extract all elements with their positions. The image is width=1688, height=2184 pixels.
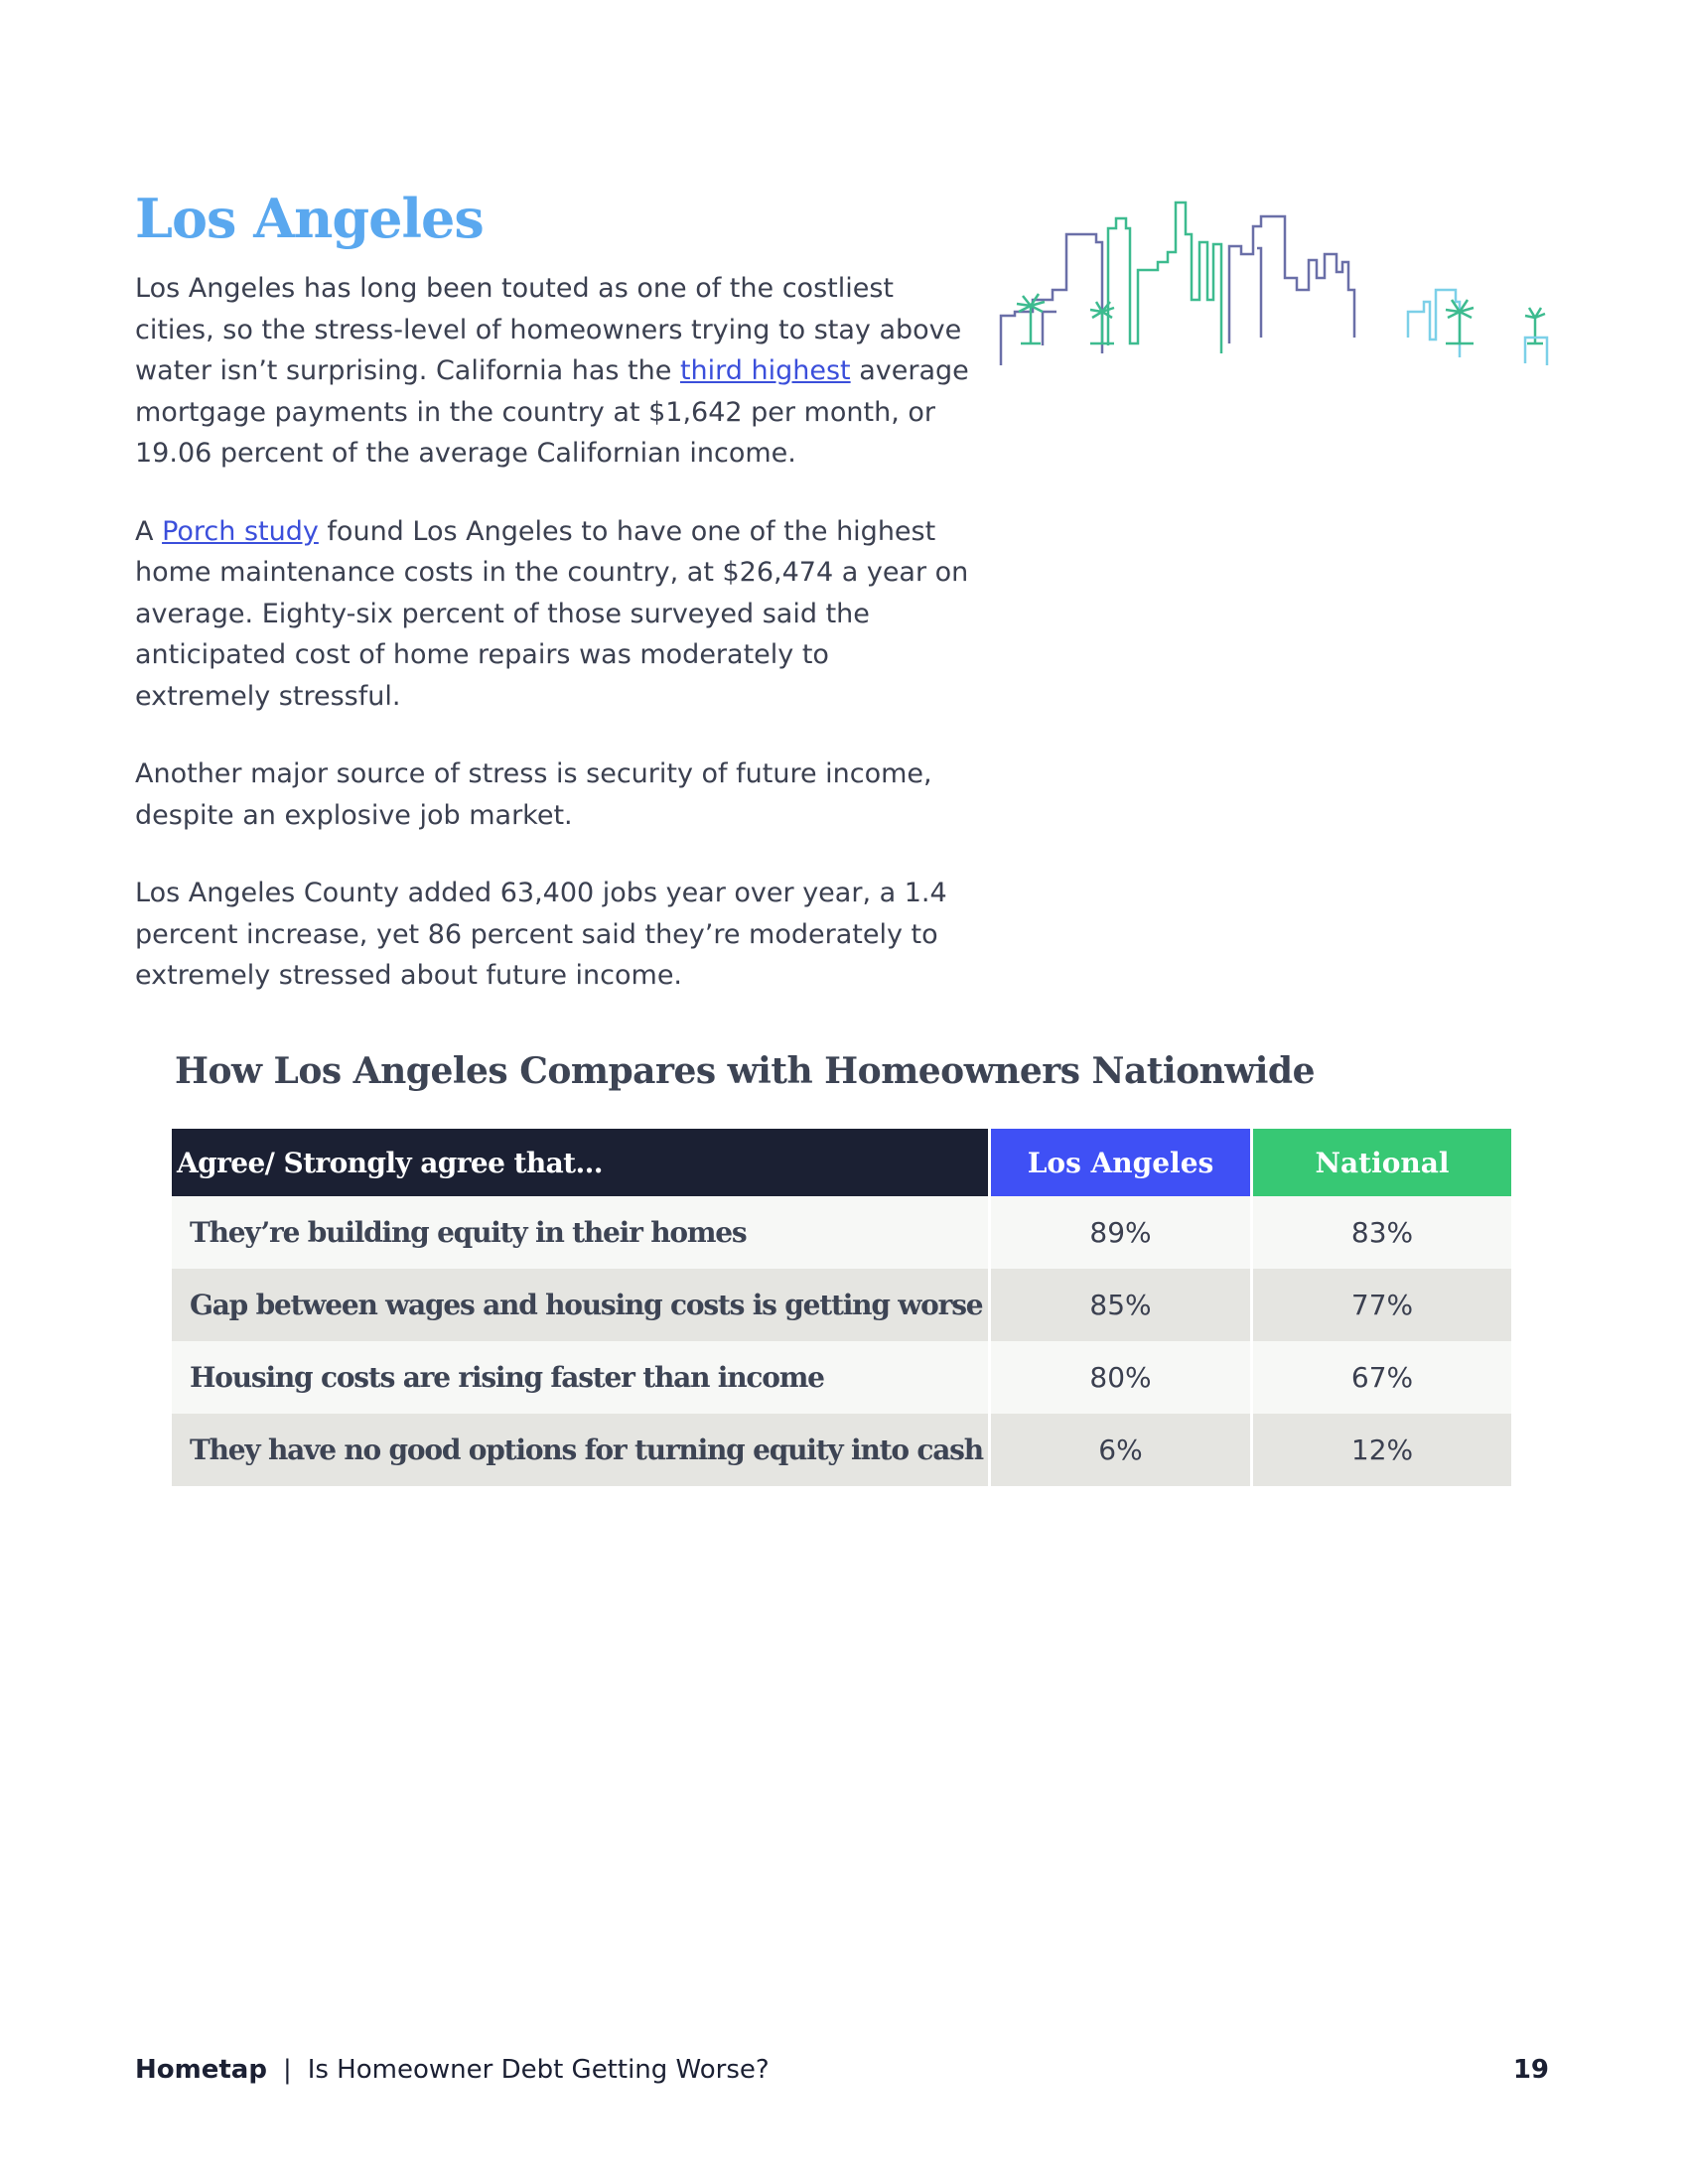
paragraph-income-stress: Another major source of stress is security of future income, despite an explosive job market. xyxy=(135,758,932,831)
row-national-value: 77% xyxy=(1250,1269,1511,1341)
column-header-los-angeles: Los Angeles xyxy=(988,1129,1250,1196)
third-highest-link[interactable]: third highest xyxy=(679,355,851,386)
row-statement: Housing costs are rising faster than income xyxy=(172,1341,988,1414)
skyline-building-right xyxy=(1229,216,1354,343)
table-header-row xyxy=(172,1129,1511,1196)
page-number: 19 xyxy=(1512,2055,1549,2085)
table-row xyxy=(172,1341,1511,1414)
column-header-national: National xyxy=(1250,1129,1511,1196)
los-angeles-skyline-illustration xyxy=(993,189,1559,377)
paragraph-jobs: Los Angeles County added 63,400 jobs year over year, a 1.4 percent increase, yet 86 percent said they’re moderately to extremely stressed about future income. xyxy=(135,878,947,991)
row-national-value: 67% xyxy=(1250,1341,1511,1414)
footer-document-title: Is Homeowner Debt Getting Worse? xyxy=(307,2055,770,2085)
row-statement: They have no good options for turning equity into cash xyxy=(172,1414,988,1486)
palm-tree-icon xyxy=(1017,294,1045,343)
paragraph-maintenance: A Porch study found Los Angeles to have one of the highest home maintenance costs in the country, at $26,474 a year on average. Eighty-six percent of those surveyed said the anticipated cost of home repairs was moderately to extremely stressful. xyxy=(135,515,969,712)
footer-separator: | xyxy=(282,2055,292,2085)
table-title: How Los Angeles Compares with Homeowners Nationwide xyxy=(175,1050,1315,1092)
row-la-value: 6% xyxy=(988,1414,1250,1486)
page-footer xyxy=(135,2052,1549,2088)
paragraph-mortgage: Los Angeles has long been touted as one of the costliest cities, so the stress-level of homeowners trying to stay above water isn’t surprising. California has the third highest average mortgage payments in the country at $1,642 per month, or 19.06 percent of the average Californian income. xyxy=(135,273,969,469)
row-la-value: 85% xyxy=(988,1269,1250,1341)
porch-study-link[interactable]: Porch study xyxy=(162,515,319,547)
comparison-table xyxy=(172,1129,1511,1486)
footer-brand: Hometap xyxy=(135,2055,267,2085)
row-national-value: 83% xyxy=(1250,1196,1511,1269)
body-text xyxy=(135,268,969,1033)
table-row xyxy=(172,1414,1511,1486)
column-header-statement: Agree/ Strongly agree that... xyxy=(172,1129,988,1196)
table-row xyxy=(172,1269,1511,1341)
row-la-value: 89% xyxy=(988,1196,1250,1269)
skyline-building-left xyxy=(1001,234,1102,365)
row-statement: Gap between wages and housing costs is getting worse xyxy=(172,1269,988,1341)
row-la-value: 80% xyxy=(988,1341,1250,1414)
row-statement: They’re building equity in their homes xyxy=(172,1196,988,1269)
page-title: Los Angeles xyxy=(135,187,484,250)
table-row xyxy=(172,1196,1511,1269)
skyline-building-center xyxy=(1108,203,1221,353)
row-national-value: 12% xyxy=(1250,1414,1511,1486)
